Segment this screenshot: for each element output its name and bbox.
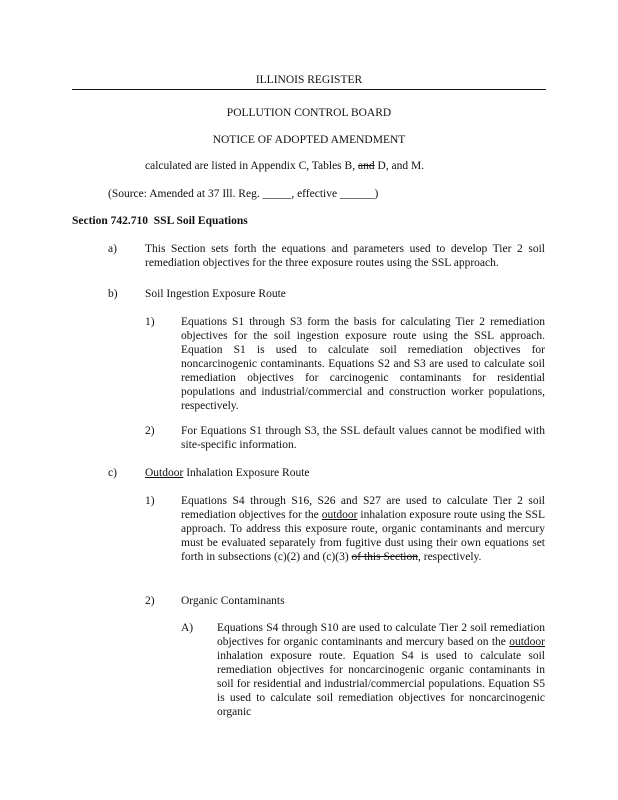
subsection-a-label: a) [108,243,117,255]
section-title: SSL Soil Equations [153,215,248,227]
intro-calc-pre: calculated are listed in Appendix C, Tables B, [145,160,358,172]
c-item2-heading: Organic Contaminants [181,595,285,607]
c-itemA-text [217,621,545,719]
c-item1-struck: of this Section [351,551,418,563]
c-heading-outdoor: Outdoor [145,467,184,479]
intro-calc-post: D, and M. [374,160,425,172]
c-item1-t2: inhalation exposure route using the SSL approach. To address this exposure route, organic contaminants and mercury must be evaluated separately from fugitive dust using their own equations set forth in subsections (c)(2) and (c)(3) [181,509,545,563]
c-item2-label: 2) [145,595,155,607]
subsection-b-heading: Soil Ingestion Exposure Route [145,288,286,300]
register-header: ILLINOIS REGISTER [255,74,363,86]
intro-calculated [145,159,424,173]
section-heading [72,214,248,228]
b-item2-label: 2) [145,425,155,437]
c-item1-t3: , respectively. [417,551,482,563]
notice-header: NOTICE OF ADOPTED AMENDMENT [212,134,406,146]
c-item1-text [181,494,545,564]
c-item1-t1: Equations S4 through S16, S26 and S27 are used to calculate Tier 2 soil remediation objectives for the [181,495,545,521]
board-header: POLLUTION CONTROL BOARD [226,107,392,119]
b-item1-text: Equations S1 through S3 form the basis for calculating Tier 2 remediation objectives for the soil ingestion exposure route using the SSL approach. Equation S1 is used to calculate soil remediation objectives for noncarcinogenic contaminants. Equations S2 and S3 are used to calculate soil remediation objectives for carcinogenic contaminants for residential populations and industrial/commercial and construction worker populations, respectively. [181,316,545,412]
subsection-c-label: c) [108,467,117,479]
subsection-c-heading [145,466,310,480]
c-heading-rest: Inhalation Exposure Route [183,467,310,479]
section-number: Section 742.710 [72,215,149,227]
c-itemA-label: A) [181,622,194,634]
source-note: (Source: Amended at 37 Ill. Reg. _____, effective ______) [108,188,379,200]
c-item1-label: 1) [145,495,155,507]
b-item2-text: For Equations S1 through S3, the SSL default values cannot be modified with site-specific information. [181,425,545,451]
header-rule [72,89,546,90]
intro-calc-struck: and [357,160,375,172]
c-itemA-t1: Equations S4 through S10 are used to calculate Tier 2 soil remediation objectives for organic contaminants and mercury based on the [217,622,545,648]
b-item1-label: 1) [145,316,155,328]
subsection-b-label: b) [108,288,118,300]
c-itemA-t2: inhalation exposure route. Equation S4 is used to calculate soil remediation objectives for noncarcinogenic organic contaminants in soil for residential and industrial/commercial populations. Equation S5 is used to calculate soil remediation objectives for noncarcinogenic organic [217,650,545,718]
subsection-a-text: This Section sets forth the equations and parameters used to develop Tier 2 soil remediation objectives for the three exposure routes using the SSL approach. [145,243,545,269]
c-itemA-outdoor: outdoor [509,636,545,648]
c-item1-outdoor: outdoor [321,509,358,521]
